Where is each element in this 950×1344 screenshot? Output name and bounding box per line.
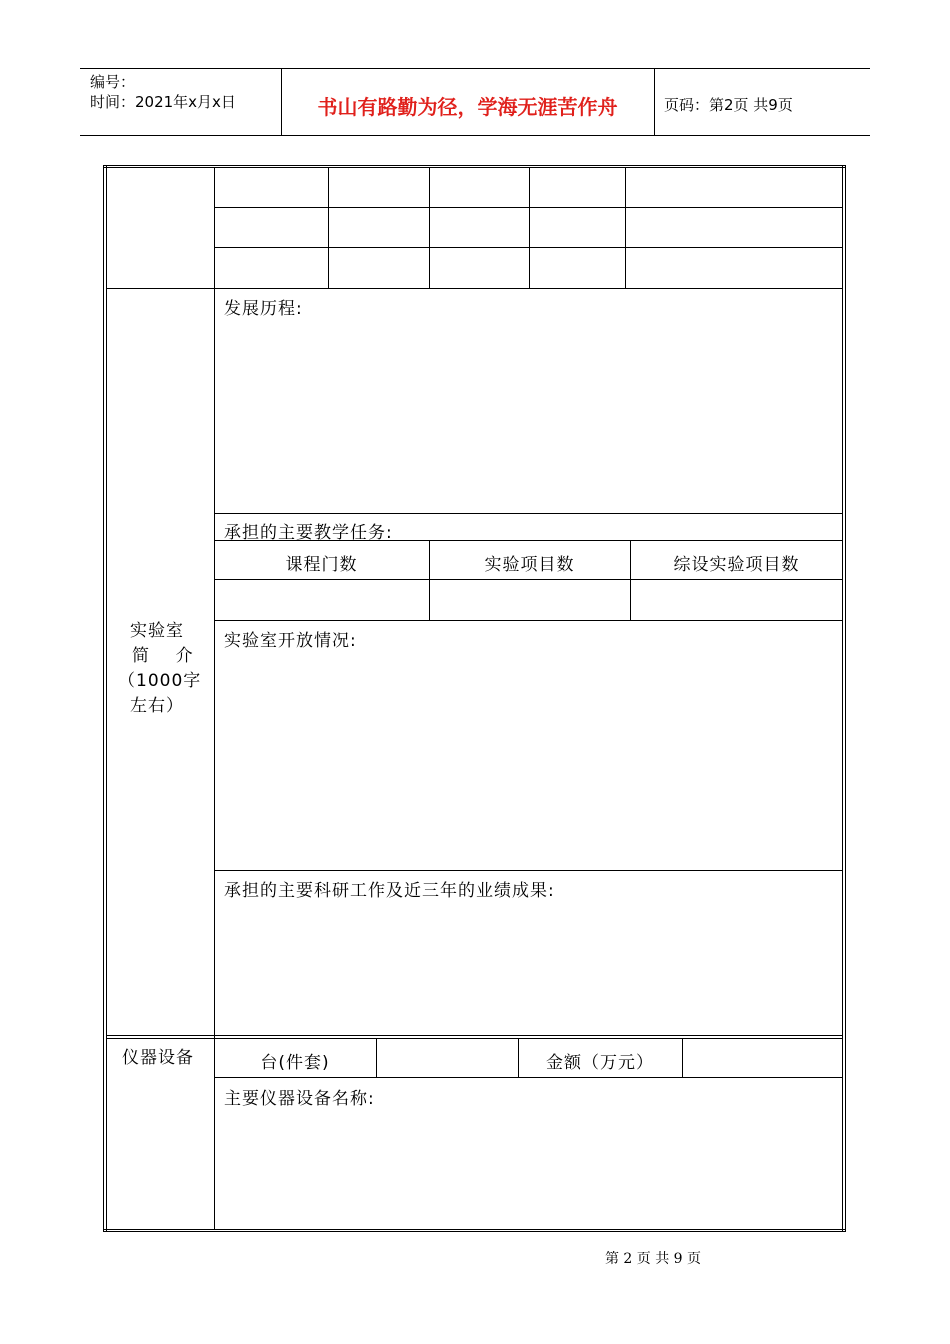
document-time-label: 时间：2021年x月x日 [90,93,236,111]
development-history-label: 发展历程: [224,299,303,319]
lab-intro-label-line4: 左右） [130,696,184,716]
page-footer: 第 2 页 共 9 页 [604,1251,702,1267]
equipment-section-label: 仪器设备 [122,1048,194,1068]
equipment-names-label: 主要仪器设备名称: [224,1089,375,1109]
lab-intro-label-line3: （1000字 [118,671,202,691]
page-number-label: 页码：第2页 共9页 [664,96,793,114]
course-count-header: 课程门数 [285,555,358,575]
teaching-tasks-label: 承担的主要教学任务: [224,523,393,543]
header-motto: 书山有路勤为径，学海无涯苦作舟 [317,95,618,119]
lab-intro-label-line1: 实验室 [130,621,184,641]
experiment-count-header: 实验项目数 [484,555,575,575]
equipment-amount-label: 金额（万元） [546,1053,654,1073]
comprehensive-experiment-count-header: 综设实验项目数 [673,555,800,575]
document-number-label: 编号： [90,73,136,91]
equipment-count-label: 台(件套) [260,1053,330,1073]
research-achievements-label: 承担的主要科研工作及近三年的业绩成果: [224,881,555,901]
lab-open-status-label: 实验室开放情况: [224,631,357,651]
lab-intro-label-line2: 简 介 [132,646,194,666]
